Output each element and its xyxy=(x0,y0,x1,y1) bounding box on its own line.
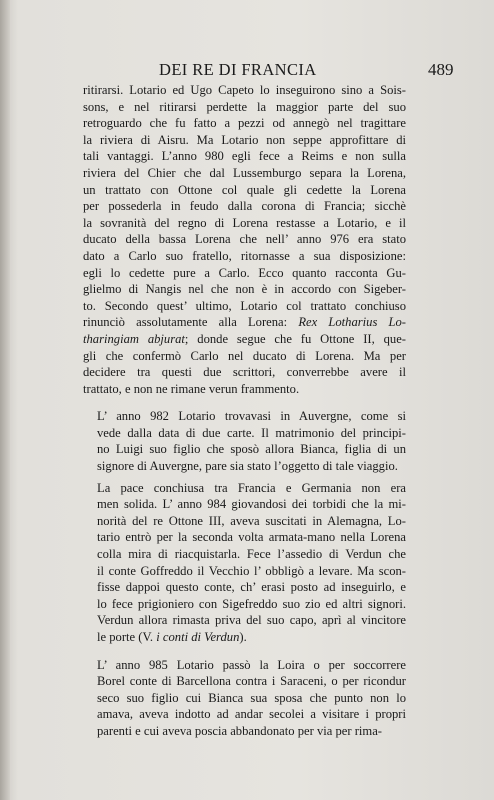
text-line: colla mira di riacquistarla. Fece l’assedio di Verdun che xyxy=(97,547,406,562)
text-line: no Luigi suo figlio che sposò allora Bianca, figlia di un xyxy=(97,442,406,457)
paragraph-2 xyxy=(83,408,406,474)
text-line: ritirarsi. Lotario ed Ugo Capeto lo inseguirono sino a Sois- xyxy=(83,83,406,97)
text-line: la riviera di Aisru. Ma Lotario non seppe approfittare di xyxy=(83,132,406,147)
text-line: tharingiam abjurat; donde segue che fu Ottone II, que- xyxy=(83,331,406,346)
text-line: seco suo figlio cui Bianca sua sposa che punto non lo xyxy=(97,690,406,705)
text-line: ducato della bassa Lorena che nell’ anno 976 era stato xyxy=(83,232,406,247)
paragraph-1 xyxy=(83,82,406,397)
paragraph-4 xyxy=(83,657,406,740)
text-line: per possederla in feudo dalla corona di Francia; sicchè xyxy=(83,199,406,214)
text-line: la sovranità del regno di Lorena restasse a Lotario, e il xyxy=(83,215,406,230)
text-line: L’ anno 982 Lotario trovavasi in Auvergne, come si xyxy=(97,409,406,424)
text-line: Borel conte di Barcellona contra i Saraceni, o per ricondur xyxy=(97,674,406,689)
text-line: gli che confermò Carlo nel ducato di Lorena. Ma per xyxy=(83,348,406,363)
text-line: egli lo cedette pure a Carlo. Ecco quanto racconta Gu- xyxy=(83,265,406,280)
text-line: fisse dappoi questo conte, ch’ erasi posto ad inseguirlo, e xyxy=(97,580,406,595)
text-line: sons, e nel ritirarsi perdette la maggior parte del suo xyxy=(83,99,406,114)
text-line: riviera del Chier che dal Lussemburgo separa la Lorena, xyxy=(83,165,406,180)
text-line: un trattato con Ottone col quale gli cedette la Lorena xyxy=(83,182,406,197)
text-line: il conte Goffreddo il Vecchio l’ obbligò a levare. Ma scon- xyxy=(97,563,406,578)
text-line: vede dalla data di due carte. Il matrimonio del principi- xyxy=(97,425,406,440)
text-line: rinunciò assolutamente alla Lorena: Rex Lotharius Lo- xyxy=(83,315,406,330)
text-line: parenti e cui aveva poscia abbandonato per via per rima- xyxy=(97,723,382,738)
text-line: decidere tra questi due scrittori, converrebbe avere il xyxy=(83,365,406,380)
text-line: lo fece prigioniero con Sigefreddo suo zio ed altri signori. xyxy=(97,596,406,611)
text-line: glielmo di Nangis nel che non è in accordo con Sigeber- xyxy=(83,282,406,297)
text-line: signore di Auvergne, pare sia stato l’oggetto di tale viaggio. xyxy=(97,459,398,474)
text-line: to. Secondo quest’ ultimo, Lotario col trattato conchiuso xyxy=(83,298,406,313)
text-line: dato a Carlo suo fratello, ritornasse a sua disposizione: xyxy=(83,248,406,263)
body-text xyxy=(83,82,406,740)
text-line: retroguardo che fu fatto a pezzi od annegò nel tragittare xyxy=(83,116,406,131)
text-line: amava, aveva indotto ad andar secolei a visitare i propri xyxy=(97,707,406,722)
text-line: tario entrò per la seconda volta armata-mano nella Lorena xyxy=(97,530,406,545)
page-number: 489 xyxy=(428,60,454,79)
text-line: L’ anno 985 Lotario passò la Loira o per soccorrere xyxy=(97,657,406,672)
text-line: le porte (V. i conti di Verdun). xyxy=(97,630,247,644)
page-gutter-shadow xyxy=(0,0,10,800)
running-title: DEI RE DI FRANCIA xyxy=(159,60,317,79)
text-line: tali vantaggi. L’anno 980 egli fece a Reims e non sulla xyxy=(83,149,406,164)
text-line: Verdun allora rimasta priva del suo capo, aprì al vincitore xyxy=(97,613,406,628)
text-line: La pace conchiusa tra Francia e Germania non era xyxy=(97,480,406,495)
text-line: trattato, e non ne rimane verun frammento. xyxy=(83,381,300,396)
paragraph-3 xyxy=(83,480,406,646)
text-line: norità del re Ottone III, aveva suscitati in Alemagna, Lo- xyxy=(97,513,406,528)
page-header xyxy=(0,60,494,82)
text-line: men solida. L’ anno 984 giovandosi dei torbidi che la mi- xyxy=(97,497,406,512)
